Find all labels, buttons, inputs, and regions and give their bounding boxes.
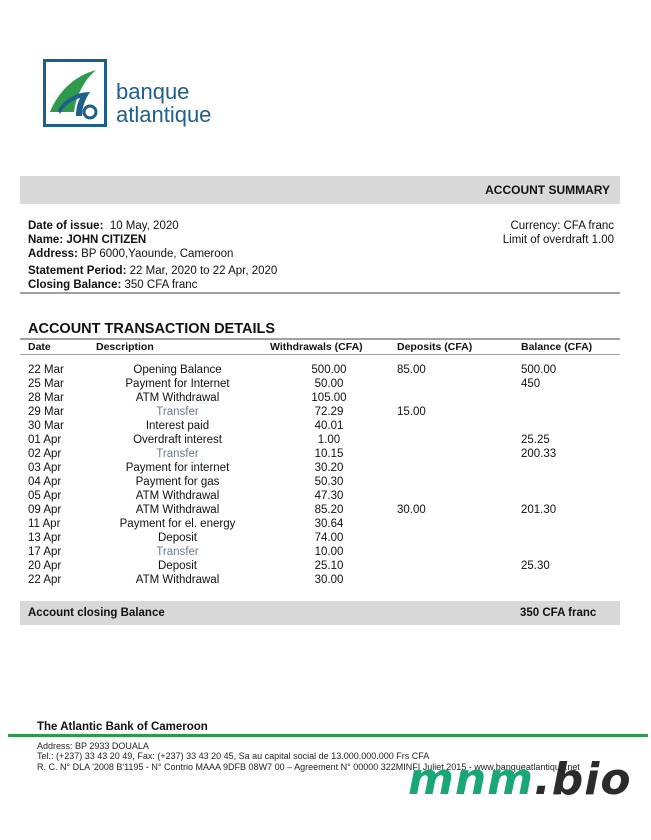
cell-withdrawal: 72.29: [314, 406, 344, 418]
cell-description: Payment for gas: [135, 476, 220, 488]
table-row: [0, 363, 651, 377]
logo-line-2: atlantique: [116, 102, 212, 127]
cell-description: Interest paid: [145, 420, 210, 432]
closing-balance-value: 350 CFA franc: [124, 279, 198, 291]
issue-date-value: 10 May, 2020: [109, 220, 179, 232]
table-row: [0, 517, 651, 531]
issue-date-label: Date of issue:: [28, 220, 104, 232]
column-header-description: Description: [96, 341, 154, 353]
table-row: [0, 531, 651, 545]
customer-name-value: JOHN CITIZEN: [66, 234, 147, 246]
cell-date: 22 Mar: [28, 364, 64, 376]
cell-balance: 500.00: [521, 364, 557, 376]
logo-line-1: banque: [116, 79, 190, 104]
cell-deposit: 15.00: [397, 406, 426, 418]
cell-withdrawal: 25.10: [314, 560, 344, 572]
column-header-date: Date: [28, 341, 51, 353]
cell-withdrawal: 85.20: [314, 504, 344, 516]
table-row: [0, 405, 651, 419]
cell-balance: 25.25: [521, 434, 550, 446]
table-row: [0, 419, 651, 433]
cell-withdrawal: 40.01: [314, 420, 344, 432]
cell-withdrawal: 10.00: [314, 546, 344, 558]
cell-date: 05 Apr: [28, 490, 62, 502]
divider: [20, 292, 620, 294]
table-row: [0, 489, 651, 503]
watermark-part-2: .bio: [534, 754, 632, 805]
cell-date: 20 Apr: [28, 560, 62, 572]
cell-withdrawal: 74.00: [314, 532, 344, 544]
footer-divider: [8, 734, 648, 737]
table-row: [0, 461, 651, 475]
cell-description: Transfer: [156, 546, 199, 558]
cell-balance: 201.30: [521, 504, 557, 516]
transaction-details-title: ACCOUNT TRANSACTION DETAILS: [28, 321, 276, 337]
statement-period-label: Statement Period:: [28, 265, 127, 277]
footer-bank-name: The Atlantic Bank of Cameroon: [37, 721, 208, 733]
account-summary-title: ACCOUNT SUMMARY: [485, 183, 610, 197]
cell-balance: 450: [521, 378, 541, 390]
cell-date: 01 Apr: [28, 434, 62, 446]
cell-withdrawal: 50.30: [314, 476, 344, 488]
customer-name-label: Name:: [28, 234, 64, 246]
issue-date: [28, 219, 179, 233]
cell-description: Deposit: [158, 560, 197, 572]
cell-description: Payment for internet: [125, 462, 230, 474]
cell-withdrawal: 50.00: [314, 378, 344, 390]
cell-description: ATM Withdrawal: [135, 392, 220, 404]
watermark-part-1: mnm: [408, 754, 535, 805]
customer-address-value: BP 6000,Yaounde, Cameroon: [81, 248, 234, 260]
header-divider: [20, 354, 620, 355]
table-row: [0, 559, 651, 573]
cell-description: Deposit: [158, 532, 197, 544]
cell-date: 04 Apr: [28, 476, 62, 488]
cell-balance: 200.33: [521, 448, 557, 460]
cell-date: 22 Apr: [28, 574, 62, 586]
cell-description: ATM Withdrawal: [135, 574, 220, 586]
cell-description: Transfer: [156, 406, 199, 418]
cell-date: 25 Mar: [28, 378, 64, 390]
cell-withdrawal: 105.00: [311, 392, 347, 404]
table-row: [0, 545, 651, 559]
table-row: [0, 503, 651, 517]
table-row: [0, 573, 651, 587]
customer-address-label: Address:: [28, 248, 78, 260]
cell-withdrawal: 30.64: [314, 518, 344, 530]
customer-name: [28, 233, 146, 247]
cell-withdrawal: 10.15: [314, 448, 344, 460]
cell-date: 28 Mar: [28, 392, 64, 404]
cell-date: 30 Mar: [28, 420, 64, 432]
cell-date: 17 Apr: [28, 546, 62, 558]
cell-description: Transfer: [156, 448, 199, 460]
closing-balance-label: Closing Balance:: [28, 279, 122, 291]
closing-balance-info: [28, 278, 197, 292]
cell-withdrawal: 47.30: [314, 490, 344, 502]
account-closing-label: Account closing Balance: [28, 607, 165, 619]
cell-date: 29 Mar: [28, 406, 64, 418]
cell-description: Overdraft interest: [133, 434, 222, 446]
cell-description: ATM Withdrawal: [135, 504, 220, 516]
account-closing-value: 350 CFA franc: [520, 607, 597, 619]
cell-date: 02 Apr: [28, 448, 62, 460]
cell-deposit: 30.00: [397, 504, 426, 516]
table-row: [0, 391, 651, 405]
footer-address: Address: BP 2933 DOUALA: [37, 741, 149, 751]
table-row: [0, 475, 651, 489]
cell-balance: 25.30: [521, 560, 550, 572]
cell-date: 09 Apr: [28, 504, 62, 516]
cell-withdrawal: 1.00: [317, 434, 341, 446]
account-summary-bar: [20, 176, 620, 204]
account-closing-bar: [20, 601, 620, 625]
currency-info: Currency: CFA franc: [510, 220, 614, 232]
statement-period: [28, 264, 277, 278]
table-row: [0, 433, 651, 447]
footer-registry: R. C. N° DLA '2008 B'1195 - N° Contrio MAAA 9DFB 08W7 00 – Agreement N° 00000 322MINFI Juliet 2015 - www.banqueatlantique.net: [37, 762, 580, 772]
cell-description: Payment for Internet: [125, 378, 230, 390]
cell-description: Payment for el. energy: [119, 518, 236, 530]
logo-swoosh-icon: [46, 62, 104, 124]
footer-phone: Tel.: (+237) 33 43 20 49, Fax: (+237) 33 43 20 45, Sa au capital social de 13.000.000.000 Frs CFA: [37, 751, 430, 761]
customer-address: [28, 247, 233, 261]
table-row: [0, 377, 651, 391]
cell-description: Opening Balance: [133, 364, 222, 376]
table-top-divider: [20, 338, 620, 340]
overdraft-limit: Limit of overdraft 1.00: [502, 234, 614, 246]
cell-date: 13 Apr: [28, 532, 62, 544]
column-header-deposits: Deposits (CFA): [397, 341, 473, 353]
cell-date: 03 Apr: [28, 462, 62, 474]
table-row: [0, 447, 651, 461]
column-header-balance: Balance (CFA): [521, 341, 593, 353]
bank-logo-text: [116, 80, 211, 126]
cell-description: ATM Withdrawal: [135, 490, 220, 502]
cell-withdrawal: 500.00: [311, 364, 347, 376]
cell-deposit: 85.00: [397, 364, 426, 376]
cell-withdrawal: 30.20: [314, 462, 344, 474]
statement-period-value: 22 Mar, 2020 to 22 Apr, 2020: [129, 265, 278, 277]
watermark: [408, 754, 632, 805]
bank-logo-mark: [43, 59, 107, 127]
column-header-withdrawals: Withdrawals (CFA): [270, 341, 363, 353]
cell-date: 11 Apr: [28, 518, 61, 530]
cell-withdrawal: 30.00: [314, 574, 344, 586]
